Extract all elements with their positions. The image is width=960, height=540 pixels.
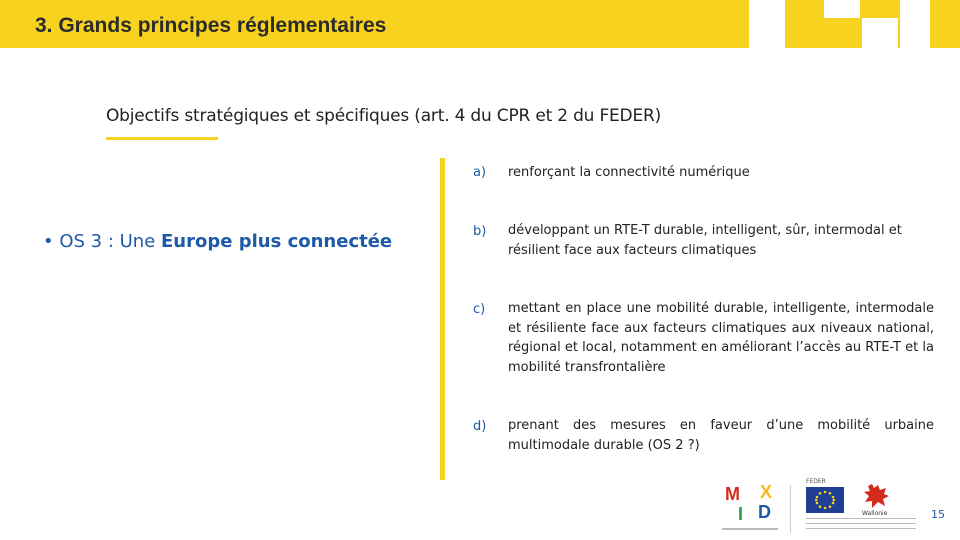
fine-print-line [806,518,916,519]
objective-letter-b: b) [473,224,487,239]
objective-text-d: prenant des mesures en faveur d’une mobilité urbaine multimodale durable (OS 2 ?) [508,418,934,453]
header-decor-block [824,0,860,18]
logo-letter-i: I [738,504,744,524]
logo-letter-d: D [758,502,771,522]
logo-letter-m: M [725,484,740,504]
footer-divider [790,485,791,533]
feder-label: FEDER [806,478,826,485]
mixd-logo [722,482,782,534]
vertical-divider [440,158,445,480]
header-decor-block [749,0,785,48]
bullet: • [43,231,54,252]
header-decor-block [862,18,898,48]
eu-flag-icon [806,487,844,513]
fine-print-line [806,528,916,529]
objective-letter-d: d) [473,419,487,434]
page-number: 15 [931,508,945,521]
logo-letter-x: X [760,482,773,502]
feder-fine-print [806,518,916,529]
objective-text-c: mettant en place une mobilité durable, intelligente, intermodale et résiliente face aux facteurs climatiques aux niveaux national, régional et local, notamment en améliorant l’accès au RTE-T et la mobilité transfrontalière [508,301,934,375]
os-highlight: Europe plus connectée [161,231,393,252]
section-subtitle: Objectifs stratégiques et spécifiques (art. 4 du CPR et 2 du FEDER) [106,106,662,126]
os-prefix: OS 3 : Une [59,231,162,252]
subtitle-underline [106,137,218,140]
header-decor-block [900,0,930,48]
objective-text-b: développant un RTE-T durable, intelligent, sûr, intermodal et résilient face aux facteurs climatiques [508,223,902,258]
fine-print-line [806,523,916,524]
objective-letter-c: c) [473,302,486,317]
wallonie-label: Wallonie [862,510,888,517]
wallonie-rooster-icon [862,482,892,510]
objective-letter-a: a) [473,165,487,180]
slide-title: 3. Grands principes réglementaires [35,14,387,37]
objective-text-a: renforçant la connectivité numérique [508,165,750,180]
logo-tagline-line [722,528,778,530]
os-3-item [43,231,392,252]
